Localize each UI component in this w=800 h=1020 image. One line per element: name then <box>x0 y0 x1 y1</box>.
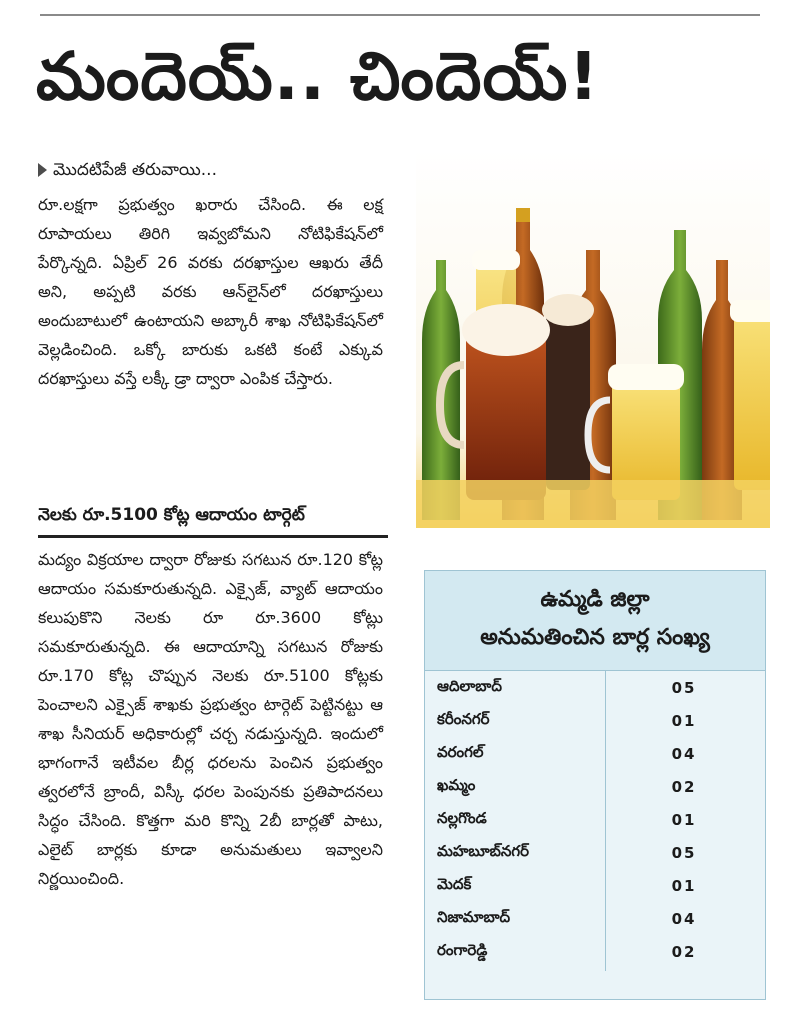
district-name: మెదక్ <box>437 874 472 893</box>
table-row <box>425 869 765 902</box>
bar-count: 01 <box>671 876 697 895</box>
article-paragraph-2: మద్యం విక్రయాల ద్వారా రోజుకు సగటున రూ.120 కోట్ల ఆదాయం సమకూరుతున్నది. ఎక్సైజ్, వ్యాట్ ఆదాయం కలుపుకొని నెలకు రూ రూ.3600 కోట్లు సమకూరుతున్నది. ఈ ఆదాయాన్ని సగటున రోజుకు రూ.170 కోట్ల చొప్పున నెలకు రూ.5100 కోట్లకు పెంచాలని ఎక్సైజ్ శాఖకు ప్రభుత్వం టార్గెట్ పెట్టినట్టు ఆ శాఖ సీనియర్ అధికారుల్లో చర్చ నడుస్తున్నది. ఇందులో భాగంగానే ఇటీవల బీర్ల ధరలను పెంచిన ప్రభుత్వం త్వరలోనే బ్రాందీ, విస్కీ ధరల పెంపునకు ప్రతిపాదనలు సిద్ధం చేసింది. కొత్తగా మరి కొన్ని 2బీ బార్లతో పాటు, ఎలైట్ బార్లకు కూడా అనుమతులు ఇవ్వాలని నిర్ణయించింది. <box>38 550 383 888</box>
bar-count: 05 <box>671 843 697 862</box>
table-row <box>425 770 765 803</box>
table-row <box>425 803 765 836</box>
table-title-line-1: ఉమ్మడి జిల్లా <box>540 587 650 612</box>
subheading: నెలకు రూ.5100 కోట్ల ఆదాయం టార్గెట్ <box>38 505 388 538</box>
headline: మందెయ్.. చిందెయ్! <box>36 38 600 115</box>
table-title <box>425 571 765 671</box>
table-row <box>425 836 765 869</box>
beer-bottles-photo <box>416 150 770 528</box>
table-row <box>425 671 765 704</box>
continued-text: మొదటిపేజీ తరువాయి... <box>53 160 217 180</box>
column-divider <box>605 671 606 971</box>
bars-table <box>424 570 766 1000</box>
table-row <box>425 902 765 935</box>
table-row <box>425 737 765 770</box>
district-name: కరీంనగర్ <box>437 709 490 728</box>
table-body <box>425 671 765 968</box>
table-row <box>425 704 765 737</box>
district-name: నిజామాబాద్ <box>437 907 511 926</box>
bar-count: 02 <box>671 942 697 961</box>
bar-count: 01 <box>671 711 697 730</box>
bar-count: 02 <box>671 777 697 796</box>
continued-label <box>38 160 217 184</box>
bar-count: 04 <box>671 744 697 763</box>
top-rule <box>40 14 760 16</box>
district-name: నల్లగొండ <box>437 808 487 827</box>
district-name: రంగారెడ్డి <box>437 940 488 959</box>
chevron-right-icon <box>38 163 47 177</box>
bar-count: 04 <box>671 909 697 928</box>
district-name: మహబూబ్‌నగర్ <box>437 841 530 860</box>
table-title-line-2: అనుమతించిన బార్ల సంఖ్య <box>480 625 710 650</box>
district-name: ఖమ్మం <box>437 775 476 794</box>
district-name: వరంగల్ <box>437 742 484 761</box>
article-paragraph-1: రూ.లక్షగా ప్రభుత్వం ఖరారు చేసింది. ఈ లక్ష రూపాయలు తిరిగి ఇవ్వబోమని నోటిఫికేషన్‌లో పేర్కొన్నది. ఏప్రిల్ 26 వరకు దరఖాస్తుల ఆఖరు తేదీ అని, అప్పటి వరకు ఆన్‌లైన్‌లో దరఖాస్తులు అందుబాటులో ఉంటాయని అబ్కారీ శాఖ నోటిఫికేషన్‌లో వెల్లడించింది. ఒక్కో బారుకు ఒకటి కంటే ఎక్కువ దరఖాస్తులు వస్తే లక్కీ డ్రా ద్వారా ఎంపిక చేస్తారు. <box>38 195 383 388</box>
district-name: ఆదిలాబాద్ <box>437 676 502 695</box>
table-row <box>425 935 765 968</box>
bar-count: 01 <box>671 810 697 829</box>
bar-count: 05 <box>671 678 697 697</box>
